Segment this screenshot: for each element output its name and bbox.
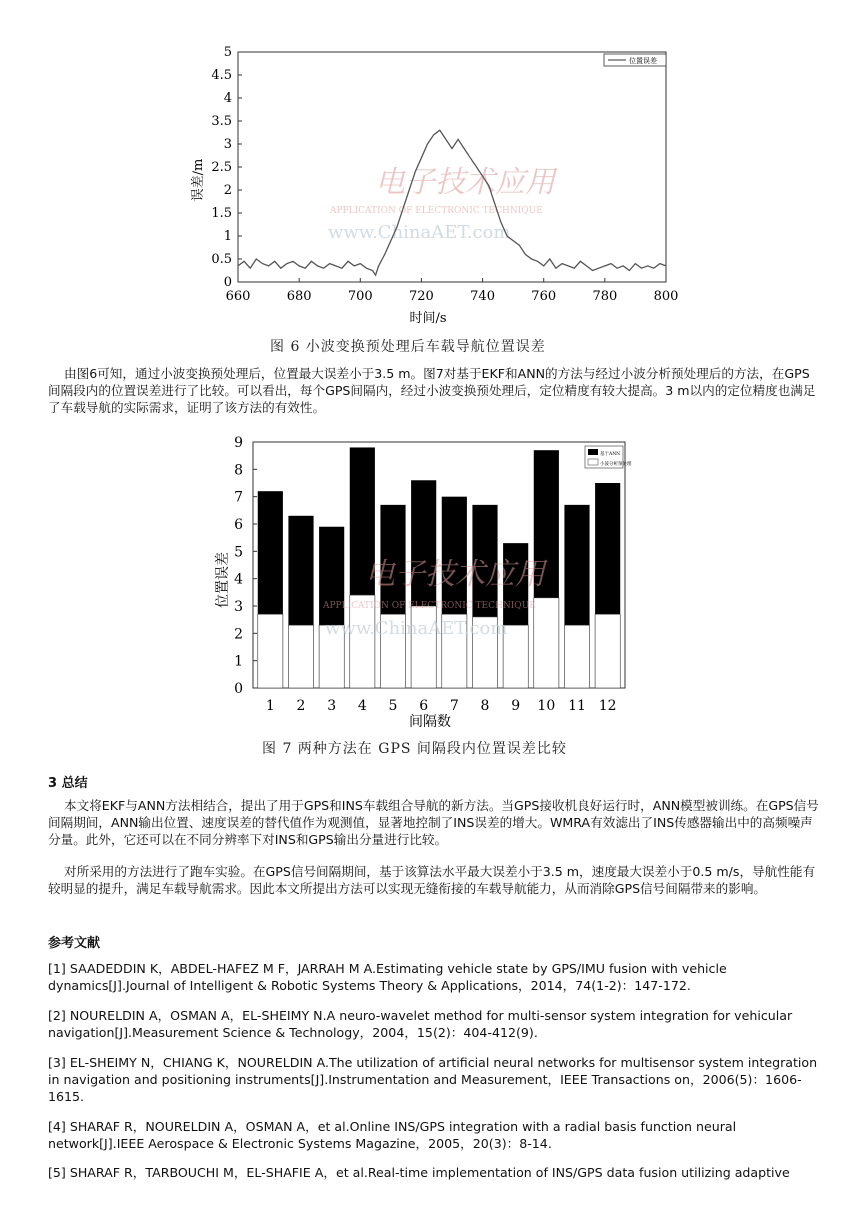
x-tick-label: 6 — [419, 698, 429, 714]
reference-item: [2] NOURELDIN A，OSMAN A，EL-SHEIMY N.A neuro-wavelet method for multi-sensor system integration for vehicular navigation[J].Measurement Science & Technology，2004，15(2)：404-412(9). — [48, 1008, 793, 1040]
y-tick-label: 3 — [223, 137, 232, 152]
y-tick-label: 3.5 — [211, 114, 232, 129]
watermark-url: www.ChinaAET.com — [325, 618, 508, 639]
watermark-logo: 电子技术应用 — [375, 165, 555, 200]
x-tick-label: 780 — [592, 289, 618, 304]
watermark — [328, 165, 558, 243]
x-tick-label: 12 — [598, 698, 617, 714]
y-tick-label: 2.5 — [211, 160, 232, 175]
y-tick-label: 0.5 — [211, 252, 232, 267]
reference-item: [1] SAADEDDIN K，ABDEL-HAFEZ M F，JARRAH M A.Estimating vehicle state by GPS/IMU fusion with vehicle dynamics[J].Journal of Intelligent & Robotic Systems Theory & Applications，2014，74(1-2)：147-172. — [48, 961, 727, 993]
y-tick-label: 8 — [234, 462, 243, 479]
y-tick-label: 1.5 — [211, 206, 232, 221]
y-tick-label: 9 — [234, 435, 243, 451]
bar-wavelet — [288, 625, 313, 688]
section-heading: 3 总结 — [48, 776, 88, 791]
y-axis-label: 位置误差 — [215, 552, 231, 608]
x-axis-label: 间隔数 — [409, 714, 451, 730]
x-tick-label: 680 — [286, 289, 312, 304]
reference-item: [4] SHARAF R，NOURELDIN A，OSMAN A，et al.Online INS/GPS integration with a radial basis function neural network[J].IEEE Aerospace & Electronic Systems Magazine，2005，20(3)：8-14. — [48, 1119, 737, 1151]
bar-wavelet — [258, 614, 283, 688]
figure-7-bar-chart — [205, 432, 635, 732]
x-tick-label: 700 — [347, 289, 373, 304]
x-tick-label: 3 — [327, 698, 337, 714]
x-tick-label: 10 — [537, 698, 556, 714]
x-tick-label: 5 — [388, 698, 398, 714]
y-tick-label: 4.5 — [211, 68, 232, 83]
legend-label: 位置误差 — [629, 57, 657, 65]
x-tick-label: 7 — [449, 698, 459, 714]
y-tick-label: 2 — [234, 626, 243, 643]
x-tick-label: 1 — [265, 698, 275, 714]
y-tick-label: 7 — [234, 489, 243, 506]
y-tick-label: 5 — [234, 544, 243, 561]
y-tick-label: 3 — [234, 599, 243, 615]
x-tick-label: 740 — [470, 289, 495, 304]
y-tick-label: 6 — [234, 517, 243, 533]
x-tick-label: 720 — [409, 289, 434, 304]
y-axis-label: 误差/m — [191, 158, 206, 202]
paragraph-figure-discussion: 由图6可知，通过小波变换预处理后，位置最大误差小于3.5 m。图7对基于EKF和ANN的方法与经过小波分析预处理后的方法，在GPS间隔段内的位置误差进行了比较。可以看出，每个GPS间隔内，经过小波变换预处理后，定位精度有较大提高。3 m以内的定位精度也满足了车载导航的实际需求，证明了该方法的有效性。 — [48, 366, 816, 415]
x-tick-label: 4 — [357, 698, 367, 714]
paragraph-summary-2: 对所采用的方法进行了跑车实验。在GPS信号间隔期间，基于该算法水平最大误差小于3.5 m，速度最大误差小于0.5 m/s，导航性能有较明显的提升，满足车载导航需求。因此本文所提出方法可以实现无缝衔接的车载导航能力，从而消除GPS信号间隔带来的影响。 — [48, 864, 816, 896]
y-tick-label: 1 — [223, 229, 232, 244]
figure-6-caption: 图 6 小波变换预处理后车载导航位置误差 — [270, 339, 546, 355]
bar-wavelet — [564, 625, 589, 688]
x-tick-label: 660 — [225, 289, 251, 304]
bar-wavelet — [595, 614, 620, 688]
x-axis-label: 时间/s — [409, 311, 447, 326]
x-tick-label: 800 — [653, 289, 679, 304]
y-tick-label: 4 — [234, 571, 243, 588]
references-heading: 参考文献 — [48, 936, 101, 951]
figure-7-caption: 图 7 两种方法在 GPS 间隔段内位置误差比较 — [262, 741, 567, 757]
paragraph-summary-1: 本文将EKF与ANN方法相结合，提出了用于GPS和INS车载组合导航的新方法。当GPS接收机良好运行时，ANN模型被训练。在GPS信号间隔期间，ANN输出位置、速度误差的替代值作为观测值，显著地控制了INS误差的增大。WMRA有效滤出了INS传感器输出中的高频噪声分量。此外，它还可以在不同分辨率下对INS和GPS输出分量进行比较。 — [48, 798, 819, 847]
legend-label-wavelet: 小波分析预处理 — [600, 462, 632, 467]
y-tick-label: 5 — [223, 45, 232, 60]
y-tick-label: 2 — [223, 183, 232, 198]
watermark-line1: APPLICATION OF ELECTRONIC TECHNIQUE — [330, 206, 543, 216]
reference-item: [5] SHARAF R，TARBOUCHI M，EL-SHAFIE A，et al.Real-time implementation of INS/GPS data fusion utilizing adaptive — [48, 1165, 790, 1180]
y-tick-label: 0 — [223, 275, 232, 290]
reference-item: [3] EL-SHEIMY N，CHIANG K，NOURELDIN A.The utilization of artificial neural networks for multisensor system integration in navigation and positioning instruments[J].Instrumentation and Measurement，IEEE Transactions on，2006(5)：1606-1615. — [48, 1055, 818, 1104]
figure-6-line-chart — [180, 40, 700, 332]
watermark-url: www.ChinaAET.com — [328, 222, 511, 243]
x-tick-label: 9 — [511, 698, 521, 714]
y-tick-label: 1 — [234, 653, 243, 670]
y-tick-label: 4 — [223, 91, 232, 106]
x-tick-label: 760 — [531, 289, 557, 304]
series-line-position-error — [238, 130, 666, 275]
legend-label-ann: 基于ANN — [600, 452, 621, 457]
watermark-line1: APPLICATION OF ELECTRONIC TECHNIQUE — [323, 601, 536, 611]
bar-wavelet — [534, 598, 559, 688]
watermark-logo: 电子技术应用 — [365, 557, 545, 592]
x-tick-label: 8 — [480, 698, 490, 714]
x-tick-label: 2 — [296, 698, 306, 714]
x-tick-label: 11 — [568, 698, 586, 714]
y-tick-label: 0 — [234, 681, 243, 697]
legend — [604, 54, 666, 66]
